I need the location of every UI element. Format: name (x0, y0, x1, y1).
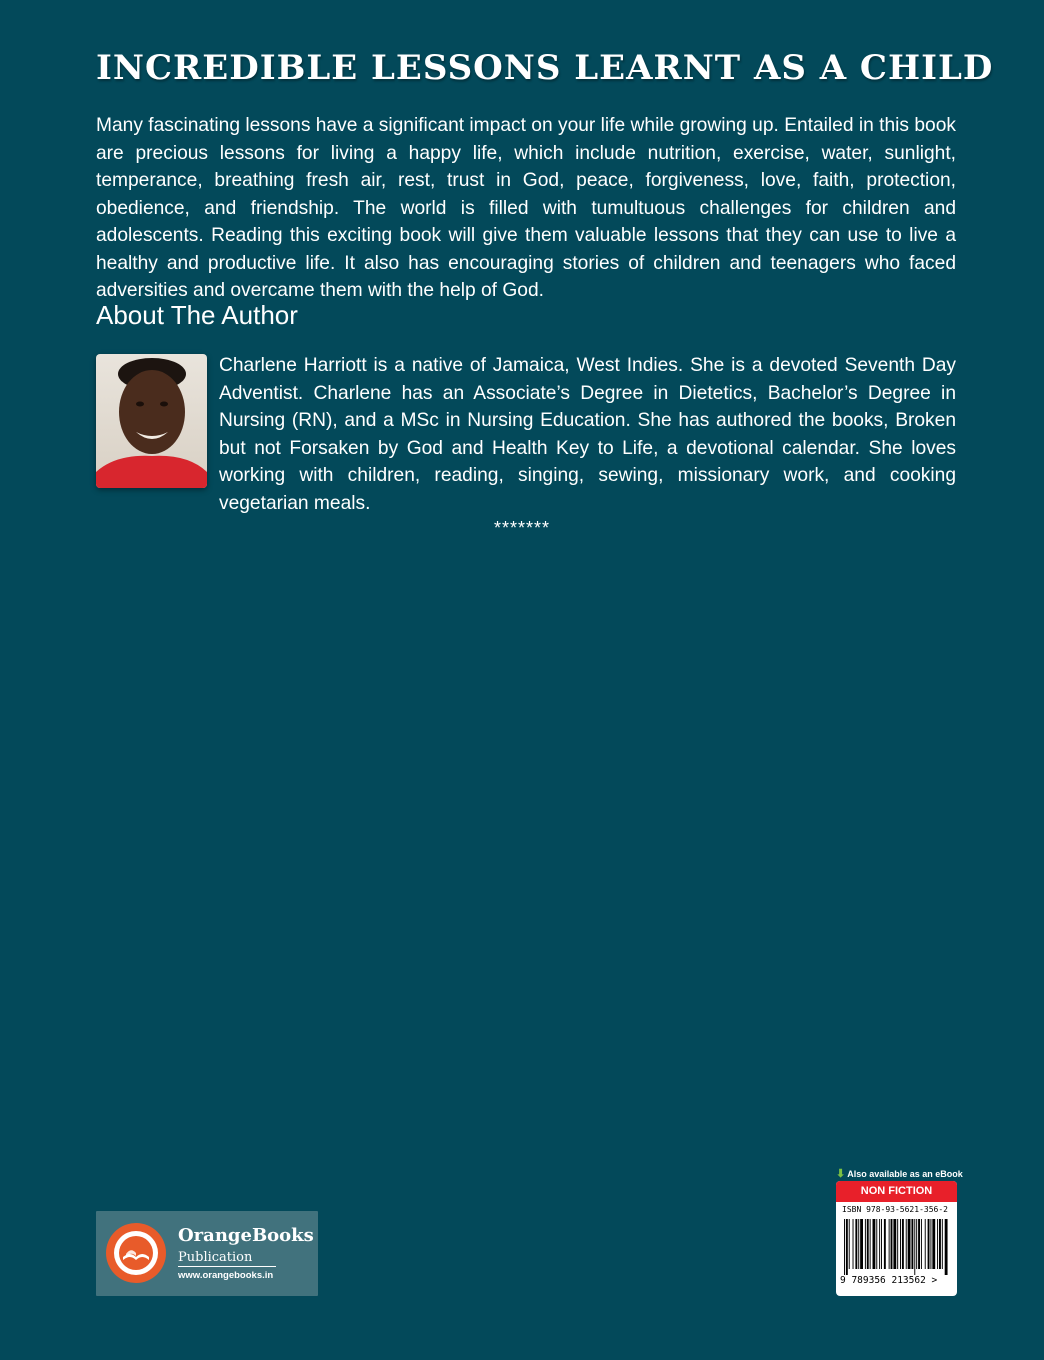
barcode-bar (889, 1219, 890, 1269)
isbn-number: ISBN 978-93-5621-356-2 (842, 1205, 948, 1214)
barcode-bar (858, 1219, 859, 1269)
barcode-bar (930, 1219, 931, 1269)
barcode-bar (891, 1219, 893, 1269)
barcode-bar (865, 1219, 866, 1269)
barcode-bar (921, 1219, 922, 1269)
barcode-bar (945, 1219, 948, 1275)
barcode-bar (855, 1219, 857, 1269)
section-separator: ******* (493, 518, 551, 538)
ebook-note-text: Also available as an eBook (847, 1169, 963, 1179)
about-author-heading: About The Author (96, 300, 298, 330)
barcode-bars (842, 1219, 951, 1275)
barcode-bar (846, 1219, 848, 1275)
ebook-availability-note (836, 1167, 966, 1180)
isbn-barcode-block (836, 1181, 957, 1296)
barcode-bar (911, 1219, 913, 1269)
publisher-subtitle: Publication (178, 1250, 276, 1267)
publisher-name: OrangeBooks (178, 1225, 314, 1246)
book-description: Many fascinating lessons have a significant impact on your life while growing up. Entailed in this book are precious lessons for living a happy life, which include nutrition, exercise, water, sunlight, temperance, breathing fresh air, rest, trust in God, peace, forgiveness, love, faith, protection, obedience, and friendship. The world is filled with tumultuous challenges for children and adolescents. Reading this exciting book will give them valuable lessons that they can use to live a healthy and productive life. It also has encouraging stories of children and teenagers who faced adversities and overcame them with the help of God. (96, 115, 956, 301)
author-photo (96, 354, 207, 488)
barcode-bar (853, 1219, 854, 1269)
barcode-bar (867, 1219, 869, 1269)
barcode-bar (942, 1219, 943, 1269)
barcode-bar (918, 1219, 920, 1269)
publisher-website[interactable]: www.orangebooks.in (178, 1270, 274, 1281)
open-book-icon (106, 1223, 166, 1283)
barcode-bar (870, 1219, 871, 1269)
barcode-bar (902, 1219, 904, 1269)
barcode-digits: 9 789356 213562 > (840, 1275, 938, 1286)
barcode-bar (893, 1219, 896, 1269)
barcode-bar (881, 1219, 882, 1269)
barcode-bar (900, 1219, 901, 1269)
barcode-bar (908, 1219, 911, 1269)
barcode-bar (860, 1219, 863, 1269)
barcode-bar (879, 1219, 880, 1269)
barcode-bar (939, 1219, 941, 1269)
book-title: INCREDIBLE LESSONS LEARNT AS A CHILD (96, 48, 994, 88)
barcode-bar (844, 1219, 845, 1275)
barcode-bar (876, 1219, 877, 1269)
author-bio: Charlene Harriott is a native of Jamaica, West Indies. She is a devoted Seventh Day Adventist. Charlene has an Associate’s Degree in Dietetics, Bachelor’s Degree in Nursing (RN), and a MSc in Nursing Education. She has authored the books, Broken but not Forsaken by God and Health Key to Life, a devotional calendar. She loves working with children, reading, singing, sewing, missionary work, and cooking vegetarian meals. (219, 355, 956, 514)
barcode-bar (916, 1219, 917, 1269)
barcode-bar (906, 1219, 907, 1269)
barcode-bar (914, 1219, 915, 1275)
barcode-bar (928, 1219, 930, 1269)
barcode-bar (884, 1219, 886, 1269)
barcode-bar (873, 1219, 876, 1269)
barcode-bar (937, 1219, 938, 1269)
genre-label: NON FICTION (836, 1181, 957, 1202)
barcode-bar (897, 1219, 898, 1269)
download-arrow-icon: ⬇ (836, 1168, 846, 1180)
barcode-bar (925, 1219, 926, 1269)
publisher-logo (96, 1211, 318, 1296)
barcode-bar (932, 1219, 935, 1269)
barcode-bar (849, 1219, 850, 1269)
